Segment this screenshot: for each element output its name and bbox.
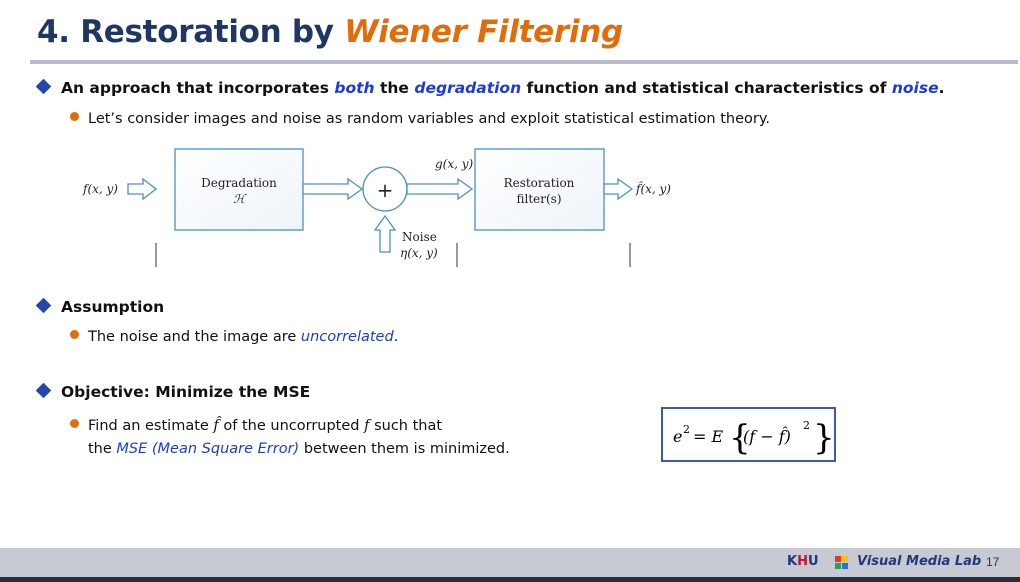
input-arrow-icon — [128, 179, 156, 199]
restoration-label-1: Restoration — [503, 176, 575, 190]
approach-text-2: the — [374, 79, 415, 97]
approach-text-4: . — [938, 79, 945, 97]
title-rule — [30, 60, 1018, 64]
dot-bullet-icon — [70, 419, 79, 428]
formula-sup: 2 — [683, 423, 690, 436]
noise-symbol: η(x, y) — [400, 246, 438, 260]
output-arrow-icon — [604, 179, 632, 199]
formula-body: (f − f̂) — [743, 427, 791, 446]
approach-noise: noise — [891, 79, 939, 97]
degradation-symbol: ℋ — [233, 192, 245, 206]
objective-line1-a: Find an estimate — [88, 418, 214, 434]
mse-formula — [663, 409, 834, 460]
page-number: 17 — [986, 555, 1000, 569]
noise-arrow-icon — [375, 216, 395, 252]
objective-f: f — [364, 418, 370, 434]
sub-bullet-objective-line2 — [88, 441, 510, 457]
khu-h: H — [797, 554, 808, 569]
bullet-assumption — [38, 298, 164, 316]
formula-sup2: 2 — [803, 419, 810, 432]
formula-right-brace: } — [813, 418, 834, 458]
diamond-bullet-icon — [36, 298, 52, 314]
input-label: f(x, y) — [83, 182, 118, 196]
khu-k: K — [787, 554, 798, 569]
footer-bar — [0, 548, 1020, 577]
formula-e: e — [673, 427, 683, 446]
formula-left-brace: { — [729, 418, 751, 458]
dot-bullet-icon — [70, 330, 79, 339]
degradation-to-sum-arrow-icon — [303, 179, 362, 199]
restoration-label-2: filter(s) — [516, 192, 562, 206]
sub-bullet-random-variables — [70, 111, 770, 127]
approach-sub-text: Let’s consider images and noise as random variables and exploit statistical estimation theory. — [88, 111, 770, 127]
sum-symbol: + — [376, 178, 394, 202]
lab-logo-icon — [835, 556, 848, 569]
khu-u: U — [807, 554, 819, 569]
noise-label: Noise — [402, 230, 437, 244]
sub-bullet-objective-line1 — [70, 418, 442, 434]
assumption-heading: Assumption — [61, 298, 165, 316]
bullet-objective — [38, 383, 310, 401]
slide-title — [37, 14, 623, 50]
restoration-block-diagram — [80, 140, 700, 272]
dot-bullet-icon — [70, 112, 79, 121]
degradation-label: Degradation — [201, 176, 277, 190]
approach-text-3: function and statistical characteristics of — [521, 79, 892, 97]
objective-line2-b: between them is minimized. — [299, 441, 510, 457]
approach-degradation: degradation — [414, 79, 522, 97]
diamond-bullet-icon — [36, 383, 52, 399]
footer-dark-strip — [0, 577, 1020, 582]
objective-mse-emph: MSE (Mean Square Error) — [116, 441, 300, 457]
title-prefix: 4. Restoration by — [37, 14, 345, 50]
objective-line1-b: of the uncorrupted — [218, 418, 365, 434]
objective-heading: Objective: Minimize the MSE — [61, 383, 311, 401]
title-highlight: Wiener Filtering — [344, 14, 623, 50]
approach-text-1: An approach that incorporates — [61, 79, 335, 97]
objective-fhat: f̂ — [213, 418, 219, 434]
mse-formula-box — [661, 407, 836, 462]
g-label: g(x, y) — [435, 157, 474, 171]
bullet-approach — [38, 79, 944, 97]
objective-line2-a: the — [88, 441, 117, 457]
sum-to-filter-arrow-icon — [407, 179, 472, 199]
sub-bullet-uncorrelated — [70, 329, 398, 345]
formula-eq: = E — [693, 427, 724, 446]
assumption-emph: uncorrelated — [300, 329, 394, 345]
lab-name: Visual Media Lab — [857, 554, 982, 569]
diamond-bullet-icon — [36, 79, 52, 95]
approach-both: both — [334, 79, 375, 97]
assumption-end: . — [393, 329, 399, 345]
objective-line1-c: such that — [369, 418, 443, 434]
assumption-text: The noise and the image are — [88, 329, 301, 345]
khu-logo — [787, 554, 819, 569]
output-label: f̂(x, y) — [636, 182, 671, 196]
